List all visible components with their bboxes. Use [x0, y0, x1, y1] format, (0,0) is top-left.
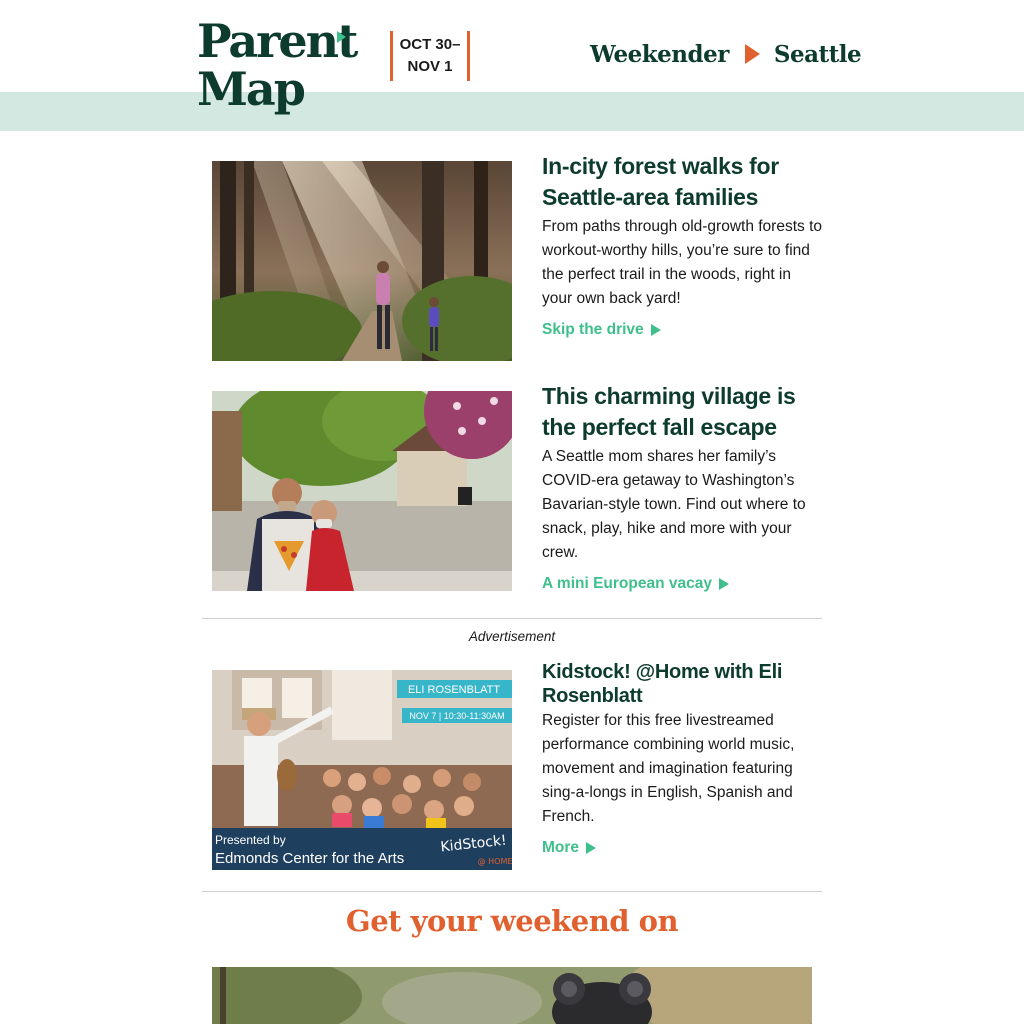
article-headline[interactable]: In-city forest walks for Seattle-area families [542, 153, 779, 210]
ad-image-presenter: Edmonds Center for the Arts [215, 850, 405, 867]
divider [202, 891, 822, 892]
logo-line-2: Map [197, 62, 304, 116]
header-band [0, 92, 1024, 131]
ad-image-logo-sub: @ HOME [477, 857, 512, 866]
article-body: From paths through old-growth forests to workout-worthy hills, you’re sure to find the perfect trail in the woods, right in your own back yard! [542, 218, 822, 307]
edition-title [590, 38, 861, 70]
edition-city: Seattle [773, 40, 862, 68]
article-text [542, 383, 824, 593]
cta-label: A mini European vacay [542, 575, 712, 592]
ad-image-name: ELI ROSENBLATT [407, 684, 501, 696]
article-card [212, 383, 822, 592]
triangle-arrow-icon [745, 44, 760, 64]
more-link[interactable] [542, 839, 596, 857]
article-text [542, 153, 824, 339]
cta-label: Skip the drive [542, 321, 644, 338]
kidstock-ad-image [212, 670, 512, 870]
divider [202, 618, 822, 619]
date-line-2: NOV 1 [407, 58, 453, 75]
logo-play-icon [337, 31, 346, 43]
village-image [212, 391, 512, 591]
article-card [212, 153, 822, 361]
site-header [0, 0, 1024, 92]
forest-walk-photo[interactable] [212, 161, 512, 361]
ad-body: Register for this free livestreamed performance combining world music, movement and imagination featuring sing-a-longs in English, Spanish and French. [542, 712, 795, 825]
advertisement-label: Advertisement [468, 629, 556, 644]
weekend-hero-photo[interactable] [212, 967, 812, 1024]
mini-european-vacay-link[interactable] [542, 575, 729, 593]
forest-walk-image [212, 161, 512, 361]
ad-card [212, 661, 822, 870]
kidstock-ad-photo[interactable] [212, 670, 512, 870]
date-line-1: OCT 30– [399, 36, 461, 53]
cta-label: More [542, 839, 580, 856]
parentmap-logo[interactable] [197, 14, 357, 121]
weekend-hero-image [212, 967, 812, 1024]
village-photo[interactable] [212, 391, 512, 591]
ad-image-presented-by: Presented by [215, 833, 286, 847]
date-range [390, 31, 470, 81]
skip-the-drive-link[interactable] [542, 321, 661, 339]
ad-image-logo: KidStock! [439, 832, 508, 856]
play-arrow-icon [719, 578, 729, 590]
logo-line-1: Parent [197, 14, 357, 68]
article-headline[interactable]: This charming village is the perfect fall escape [542, 383, 796, 440]
ad-text [542, 661, 824, 857]
ad-headline[interactable]: Kidstock! @Home with Eli Rosenblatt [542, 661, 783, 707]
play-arrow-icon [651, 324, 661, 336]
ad-image-date: NOV 7 | 10:30-11:30AM [409, 711, 505, 721]
section-title: Get your weekend on [345, 904, 679, 938]
article-body: A Seattle mom shares her family’s COVID-era getaway to Washington’s Bavarian-style town. Find out where to snack, play, hike and more with your crew. [542, 448, 806, 561]
play-arrow-icon [586, 842, 596, 854]
edition-name: Weekender [590, 40, 729, 68]
